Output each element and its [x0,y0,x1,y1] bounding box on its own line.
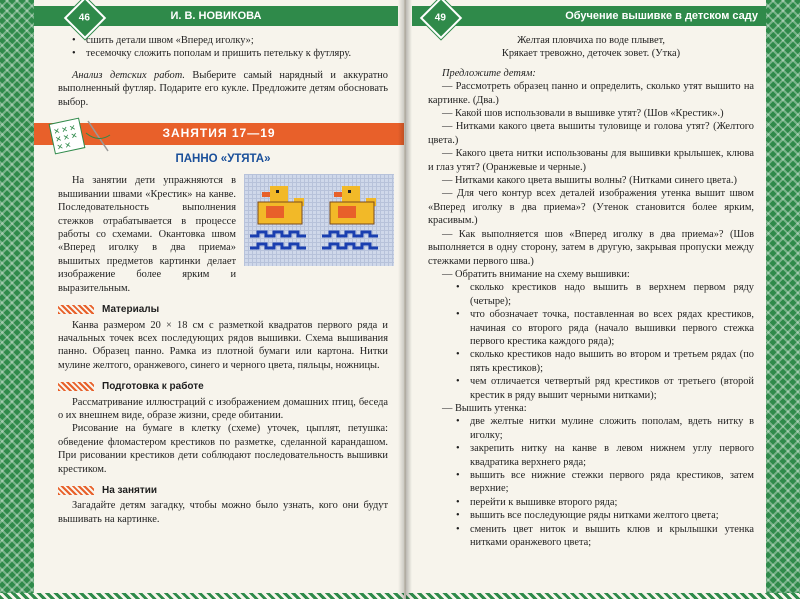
page-number: 46 [79,12,91,24]
riddle-poem [428,34,754,61]
preparation-heading [58,380,388,393]
right-page [406,0,800,599]
list-item: • чем отличается четвертый ряд крестиков от третьего (второй крестик в ряду вышит черными нитками); [428,375,754,402]
question: — Для чего контур всех деталей изображения утенка вышит швом «Вперед иголку в два приема»? (Утенок становится более ярким, красивым.) [428,188,754,227]
question: — Как выполняется шов «Вперед иголку в два приема»? (Шов выполняется в одну сторону, затем в другую, закрывая пропуски между стежками первого шва.) [428,228,754,267]
author-name: И. В. НОВИКОВА [170,10,262,22]
analysis-paragraph [58,69,388,109]
question: — Нитками какого цвета вышиты волны? (Нитками синего цвета.) [442,175,737,187]
analysis-lead: Анализ детских работ. [72,69,185,81]
list-item: • две желтые нитки мулине сложить пополам, вдеть нитку в иголку; [428,415,754,442]
decorative-border [0,0,34,599]
lesson-title-bar [58,119,388,145]
list-item: • сшить детали швом «Вперед иголку»; [58,34,388,47]
list-item: • сменить цвет ниток и вышить клюв и крылышки утенка нитками оранжевого цвета; [428,523,754,550]
list-item: • сколько крестиков надо вышить во втором и третьем рядах (по пять крестиков); [428,348,754,375]
embroidery-decoration-icon [48,113,118,157]
bottom-border [406,593,800,599]
preparation-paragraph: Рассматривание иллюстраций с изображением домашних птиц, беседа о их внешнем виде, образе жизни, среде обитании. [58,396,388,421]
lesson-heading [58,484,388,497]
analysis-text: Выберите самый нарядный и аккуратно выполненный футляр. Подарите его кукле. Предложите детям обосновать выбор. [58,69,388,108]
poem-line: Желтая пловчиха по воде плывет, [517,35,665,46]
materials-heading [58,303,388,316]
lesson-title: ЗАНЯТИЯ 17—19 [34,123,404,145]
list-item: • сколько крестиков надо вышить в верхнем первом ряду (четыре); [428,281,754,308]
poem-line: Крякает тревожно, деточек зовет. (Утка) [501,48,681,60]
arrow-decoration-icon [58,486,94,495]
section-title: ПАННО «УТЯТА» [175,153,271,166]
ducklings-icon [244,174,394,266]
duck-embroidery-image [244,174,394,266]
list-item: • вышить все последующие ряды нитками желтого цвета; [428,509,754,522]
decorative-border [766,0,800,599]
list-item: • перейти к вышивке второго ряда; [428,496,754,509]
list-item: • закрепить нитку на канве в левом нижнем углу первого квадратика верхнего ряда; [428,442,754,469]
question: — Обратить внимание на схему вышивки: [442,268,630,280]
preparation-paragraph: Рисование на бумаге в клетку (схеме) уточек, цыплят, петушка: обведение фломастером крестиков по разметке, сделанной карандашом. При рисовании крестиков дети соблюдают последовательность вышивки крестиком. [58,423,388,475]
lesson-paragraph: Загадайте детям загадку, чтобы можно было узнать, кого они будут вышивать на картинке. [58,500,388,525]
right-page-content [428,34,754,549]
preparation-heading-text: Подготовка к работе [102,381,204,393]
suggest-heading: Предложите детям: [442,67,536,79]
list-item: • тесемочку сложить пополам и пришить петельку к футляру. [58,47,388,60]
lesson-heading-text: На занятии [102,484,158,496]
question: — Какого цвета нитки использованы для вышивки крылышек, клюва и глаз утят? (Оранжевые и черные.) [428,148,754,173]
page-header [412,6,766,26]
question: — Вышить утенка: [442,402,527,414]
left-page-content [58,34,388,526]
question: — Нитками какого цвета вышиты туловище и голова утят? (Желтого цвета.) [428,121,754,146]
arrow-decoration-icon [58,382,94,391]
book-title: Обучение вышивке в детском саду [565,10,758,22]
arrow-decoration-icon [58,305,94,314]
list-item: • что обозначает точка, поставленная во всех рядах крестиков, начиная со второго ряда (начало вышивки первого стежка первого крестика каждого ряда); [428,308,754,348]
materials-paragraph: Канва размером 20 × 18 см с разметкой квадратов первого ряда и начальных точек всех последующих рядов вышивки. Схема вышивания панно. Образец панно. Рамка из плотной бумаги или картона. Нитки мулине желтого, оранжевого, синего и черного цвета, пяльцы, ножницы. [58,319,388,371]
intro-paragraph: На занятии дети упражняются в вышивании швами «Крестик» на канве. Последовательность выполнения стежков отрабатывается в процессе работы со схемами. Окантовка швом «Вперед иголку в два приема» вышитых предметов картинки делает изображение более ярким и выразительным. [58,175,236,294]
question: — Какой шов использовали в вышивке утят? (Шов «Крестик».) [442,108,724,120]
page-number: 49 [435,12,447,24]
question: — Рассмотреть образец панно и определить, сколько утят вышито на картинке. (Два.) [428,81,754,106]
bottom-border [0,593,404,599]
materials-heading-text: Материалы [102,304,160,316]
list-item: • вышить все нижние стежки первого ряда крестиков, затем верхние; [428,469,754,496]
